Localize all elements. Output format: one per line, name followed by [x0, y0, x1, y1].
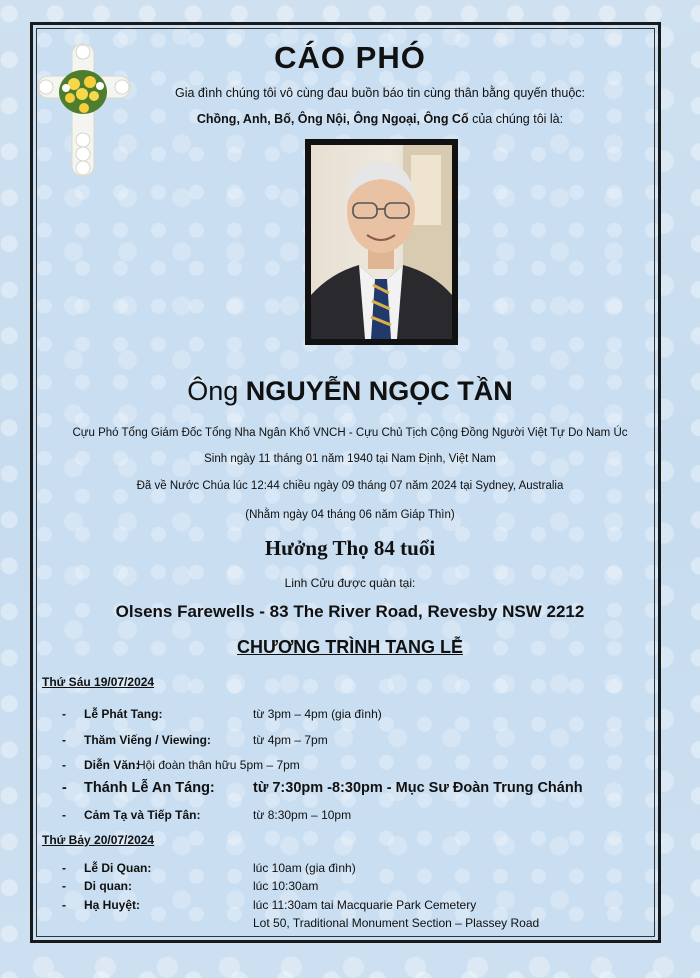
- portrait-photo: [311, 145, 452, 339]
- schedule-row: [62, 861, 662, 881]
- schedule-value: lúc 11:30am tai Macquarie Park Cemetery: [253, 898, 477, 912]
- deceased-honorific: Ông: [187, 376, 246, 406]
- schedule-value: lúc 10:30am: [253, 879, 319, 893]
- deceased-name: NGUYỄN NGỌC TẦN: [245, 376, 513, 406]
- bullet-dash: -: [62, 861, 66, 875]
- intro-relations: Chồng, Anh, Bố, Ông Nội, Ông Ngoại, Ông Cố: [196, 112, 469, 126]
- lunar-date: (Nhằm ngày 04 tháng 06 năm Giáp Thìn): [245, 509, 455, 521]
- schedule-value: từ 7:30pm -8:30pm - Mục Sư Đoàn Trung Chánh: [253, 780, 583, 796]
- schedule-label: Hạ Huyệt:: [84, 898, 141, 912]
- intro-relations-line: [60, 112, 700, 126]
- bullet-dash: -: [62, 707, 66, 721]
- schedule-row: [62, 898, 662, 918]
- schedule-label: Lễ Di Quan:: [84, 861, 152, 875]
- portrait-frame: [305, 139, 458, 345]
- death-info: Đã về Nước Chúa lúc 12:44 chiều ngày 09 tháng 07 năm 2024 tại Sydney, Australia: [136, 480, 564, 492]
- schedule-value: từ 8:30pm – 10pm: [253, 808, 352, 822]
- day2-heading: Thứ Bảy 20/07/2024: [42, 833, 155, 847]
- bullet-dash: -: [62, 808, 66, 822]
- schedule-value: lúc 10am (gia đình): [253, 861, 356, 875]
- resting-place: Olsens Farewells - 83 The River Road, Revesby NSW 2212: [115, 602, 585, 621]
- schedule-label: Thánh Lễ An Táng:: [84, 780, 215, 796]
- schedule-label: Cảm Tạ và Tiếp Tân:: [84, 808, 201, 822]
- schedule-row: [62, 808, 662, 828]
- schedule-label: Diễn Văn:: [84, 758, 140, 772]
- schedule-label: Di quan:: [84, 879, 132, 893]
- schedule-row-extra: [62, 916, 662, 936]
- schedule-row: [62, 879, 662, 899]
- birth-info: Sinh ngày 11 tháng 01 năm 1940 tại Nam Định, Việt Nam: [204, 453, 496, 465]
- deceased-titles: Cựu Phó Tổng Giám Đốc Tổng Nha Ngân Khố VNCH - Cựu Chủ Tịch Cộng Đồng Người Việt Tự Do Nam Úc: [72, 427, 628, 439]
- bullet-dash: -: [62, 733, 66, 747]
- bullet-dash: -: [62, 780, 67, 796]
- intro-line: Gia đình chúng tôi vô cùng đau buồn báo tin cùng thân bằng quyến thuộc:: [174, 86, 586, 100]
- schedule-row: [62, 707, 662, 727]
- schedule-value: Hội đoàn thân hữu 5pm – 7pm: [137, 758, 300, 772]
- schedule-value: từ 4pm – 7pm: [253, 733, 328, 747]
- bullet-dash: -: [62, 758, 66, 772]
- resting-label: Linh Cửu được quàn tại:: [284, 576, 416, 590]
- schedule-row: [62, 780, 662, 800]
- intro-suffix: của chúng tôi là:: [468, 112, 564, 126]
- schedule-value-extra: Lot 50, Traditional Monument Section – Plassey Road: [253, 916, 540, 930]
- schedule-row: [62, 758, 662, 778]
- day1-heading: Thứ Sáu 19/07/2024: [42, 675, 155, 689]
- program-heading: CHƯƠNG TRÌNH TANG LỄ: [237, 637, 463, 657]
- deceased-name-line: [0, 376, 700, 407]
- schedule-row: [62, 733, 662, 753]
- schedule-label: Thăm Viếng / Viewing:: [84, 733, 211, 747]
- schedule-value: từ 3pm – 4pm (gia đình): [253, 707, 382, 721]
- bullet-dash: -: [62, 898, 66, 912]
- schedule-label: Lễ Phát Tang:: [84, 707, 163, 721]
- page-title: CÁO PHÓ: [274, 40, 426, 75]
- age-info: Hưởng Thọ 84 tuổi: [264, 536, 436, 560]
- bullet-dash: -: [62, 879, 66, 893]
